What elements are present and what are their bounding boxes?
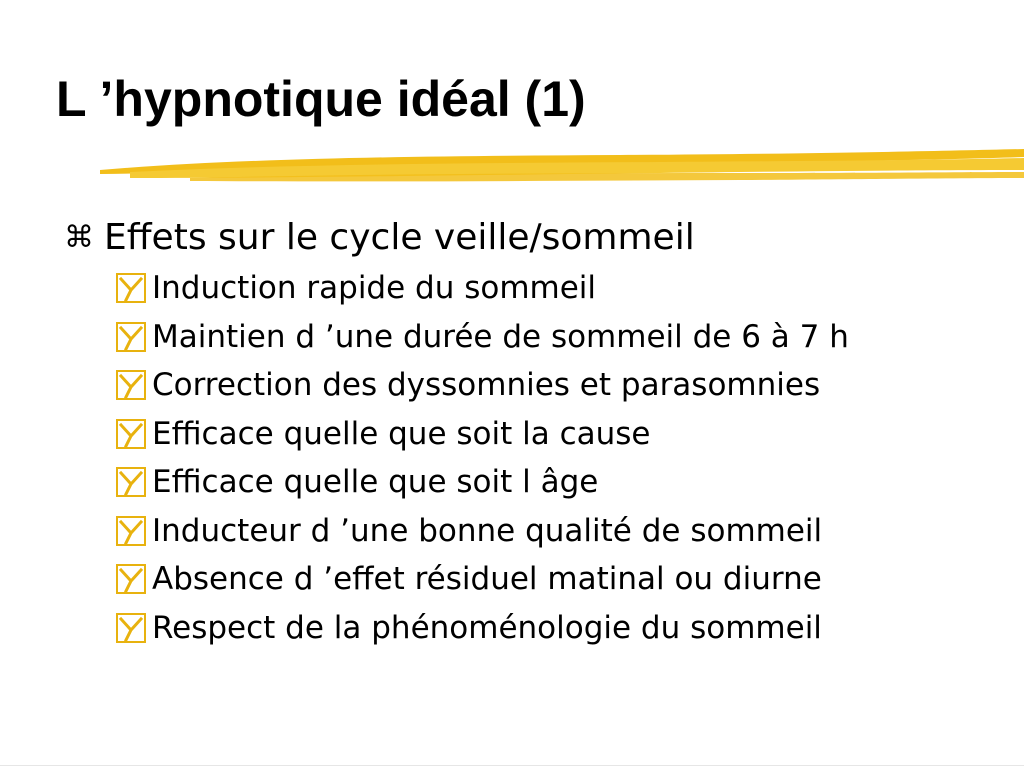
checked-box-icon <box>116 467 146 497</box>
checked-box-icon <box>116 273 146 303</box>
sub-bullet-text: Respect de la phénoménologie du sommeil <box>152 609 822 646</box>
sub-bullet-text: Correction des dyssomnies et parasomnies <box>152 367 821 404</box>
title-underline-brushstroke <box>100 148 1024 186</box>
bullet-list <box>64 212 1004 652</box>
checked-box-icon <box>116 322 146 352</box>
sub-bullet-item <box>116 264 1004 313</box>
checked-box-icon <box>116 613 146 643</box>
sub-bullet-item <box>116 458 1004 507</box>
checked-box-icon <box>116 564 146 594</box>
level1-bullet-text: Effets sur le cycle veille/sommeil <box>104 217 695 258</box>
sub-bullet-text: Efficace quelle que soit l âge <box>152 464 599 501</box>
sub-bullet-text: Absence d ’effet résiduel matinal ou diurne <box>152 561 822 598</box>
slide-title: L ’hypnotique idéal (1) <box>56 71 586 127</box>
sub-bullet-item <box>116 604 1004 653</box>
sub-bullet-item <box>116 507 1004 556</box>
checked-box-icon <box>116 419 146 449</box>
sub-bullet-item <box>116 555 1004 604</box>
place-of-interest-icon: ⌘ <box>64 220 94 255</box>
sub-bullet-text: Induction rapide du sommeil <box>152 270 597 307</box>
sub-bullet-item <box>116 313 1004 362</box>
sub-bullet-item <box>116 361 1004 410</box>
level1-bullet-row <box>64 212 1004 264</box>
checked-box-icon <box>116 516 146 546</box>
checked-box-icon <box>116 370 146 400</box>
sub-bullet-text: Inducteur d ’une bonne qualité de sommeil <box>152 512 823 549</box>
sub-bullet-item <box>116 410 1004 459</box>
level1-bullet-item <box>64 212 1004 652</box>
footer-divider <box>0 765 1024 766</box>
sub-bullet-text: Maintien d ’une durée de sommeil de 6 à 7 h <box>152 318 849 355</box>
sub-bullet-text: Efficace quelle que soit la cause <box>152 415 651 452</box>
sub-bullet-list <box>64 264 1004 652</box>
